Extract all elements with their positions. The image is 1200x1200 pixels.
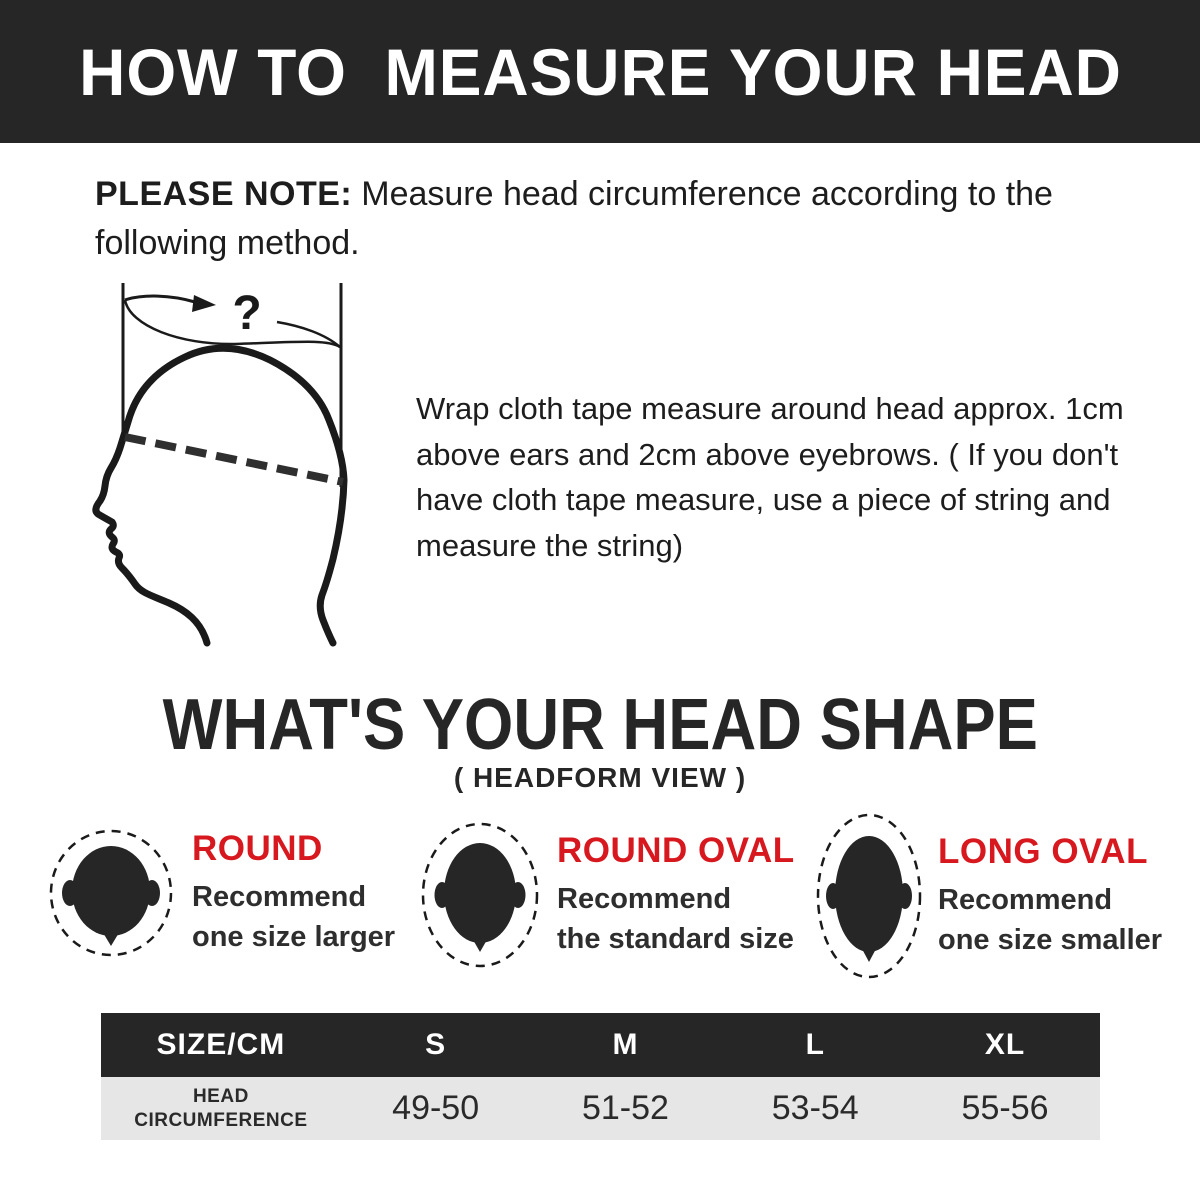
size-table-data-row [101, 1077, 1100, 1140]
shape-round-oval-name: ROUND OVAL [557, 830, 795, 870]
page-title: HOW TO MEASURE YOUR HEAD [78, 34, 1122, 109]
shape-round-desc [192, 877, 395, 957]
shape-round-text [192, 829, 395, 957]
size-table-col-xl: XL [984, 1028, 1026, 1061]
shape-long-oval-desc [938, 880, 1162, 960]
question-mark: ? [232, 287, 262, 340]
head-circumference-label [101, 1077, 341, 1140]
shape-long-oval-name: LONG OVAL [938, 831, 1148, 871]
head-shape-title-text: WHAT'S YOUR HEAD SHAPE [162, 685, 1038, 765]
note-paragraph [95, 170, 1135, 268]
shape-round-oval-desc-line2: the standard size [557, 923, 794, 955]
shape-long-oval-text [938, 832, 1162, 960]
header-bar [0, 0, 1200, 143]
long-oval-headform-icon [815, 812, 923, 980]
head-circumference-line2: CIRCUMFERENCE [134, 1109, 308, 1131]
size-table-header-row [101, 1013, 1100, 1077]
size-table [101, 1013, 1100, 1140]
head-shape-section-subtitle: ( HEADFORM VIEW ) [453, 762, 747, 793]
head-measure-diagram [75, 265, 405, 675]
shape-long-oval-desc-line2: one size smaller [938, 924, 1163, 956]
note-text: Measure head circumference according to the following method. [95, 175, 1053, 262]
size-table-col-s: S [425, 1028, 447, 1061]
size-table-col-m: M [612, 1028, 639, 1061]
size-table-col-l: L [805, 1028, 825, 1061]
shape-long-oval-desc-line1: Recommend [938, 883, 1113, 916]
shape-long-oval [815, 812, 1162, 980]
shape-round-desc-line1: Recommend [192, 880, 367, 913]
head-profile-outline [96, 348, 344, 643]
shape-round-oval-desc-line1: Recommend [557, 882, 732, 915]
shape-round-name: ROUND [192, 828, 323, 868]
round-oval-headform-icon [420, 820, 540, 970]
size-value-m: 51-52 [581, 1089, 669, 1127]
instruction-paragraph: Wrap cloth tape measure around head approx. 1cm above ears and 2cm above eyebrows. ( If you don't have cloth tape measure, use a piece of string and measure the string) [416, 391, 1124, 563]
shape-round-oval-desc [557, 879, 795, 959]
note-label: PLEASE NOTE: [95, 175, 353, 213]
shape-round-desc-line2: one size larger [192, 921, 396, 953]
size-value-s: 49-50 [392, 1089, 480, 1127]
shape-round-oval-text [557, 831, 795, 959]
head-circumference-line1: HEAD [192, 1085, 249, 1107]
size-value-xl: 55-56 [961, 1089, 1049, 1127]
circumference-dashed-line [125, 437, 343, 482]
shape-round [48, 828, 395, 958]
size-table-col-sizecm: SIZE/CM [156, 1028, 286, 1061]
head-shape-section-title [0, 684, 1200, 766]
shape-round-oval [420, 820, 795, 970]
round-headform-icon [48, 828, 174, 958]
tape-arrowhead-icon [192, 295, 216, 312]
size-value-l: 53-54 [771, 1089, 859, 1127]
